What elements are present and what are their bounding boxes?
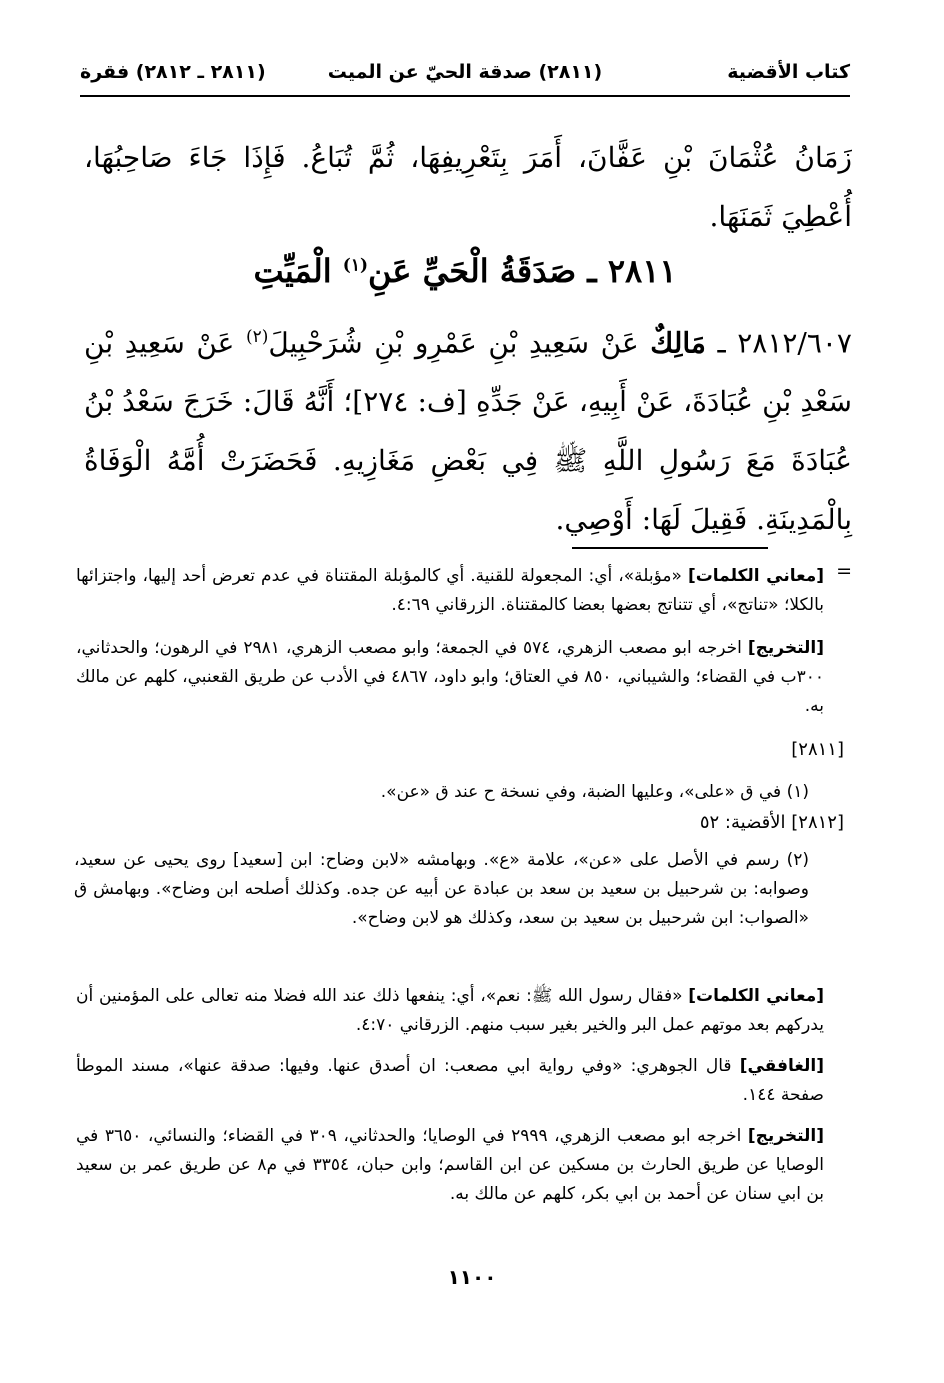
continuation-mark: = bbox=[836, 560, 852, 582]
hadith-body: عَنْ سَعِيدِ بْنِ سَعْدِ بْنِ عُبَادَةَ، عَنْ أَبِيهِ، عَنْ جَدِّهِ [ف: ٢٧٤]؛ أَنَّهُ قَالَ: خَرَجَ سَعْدُ بْنُ عُبَادَةَ مَعَ رَسُولِ اللَّهِ ﷺ فِي بَعْضِ مَغَازِيهِ. فَحَضَرَتْ أُمَّهُ الْوَفَاةُ بِالْمَدِينَةِ. فَقِيلَ لَهَا: أَوْصِي. bbox=[84, 326, 852, 537]
narrator-name: مَالِكٌ bbox=[650, 326, 706, 360]
footnote-marker-2: (٢) bbox=[245, 327, 269, 347]
header-book-title: كتاب الأقضية bbox=[727, 61, 850, 83]
footnote-marker-1: (١) bbox=[342, 255, 369, 276]
note-takhrij-2 bbox=[76, 1122, 824, 1209]
footnote-1: (١) في ق «على»، وعليها الضبة، وفي نسخة ح عند ق «عن». bbox=[380, 782, 809, 802]
note-ghafiqi bbox=[76, 1052, 824, 1110]
page-number: ١١٠٠ bbox=[447, 1265, 497, 1289]
footnote-2: (٢) رسم في الأصل على «عن»، علامة «ع». وبهامشه «لابن وضاح: ابن [سعيد] روى يحيى عن سعيد، وصوابه: بن شرحبيل بن سعيد بن سعد بن عبادة عن أبيه عن جده. وكذلك أصلحه ابن وضاح». وبهامش ق «الصواب: ابن شرحبيل بن سعيد بن سعد، وكذلك هو لابن وضاح». bbox=[74, 850, 809, 928]
footnote-divider bbox=[572, 547, 768, 549]
note-text: قال الجوهري: «وفي رواية ابي مصعب: ان أصدق عنها. وفيها: صدقة عنها»، مسند الموطأ صفحة ١٤٤. bbox=[76, 1056, 824, 1105]
chapter-heading bbox=[80, 252, 850, 290]
hadith-text bbox=[84, 308, 852, 549]
note-tag: [التخريج] bbox=[747, 1126, 824, 1146]
note-tag: [التخريج] bbox=[747, 638, 824, 658]
note-text: اخرجه ابو مصعب الزهري، ٢٩٩٩ في الوصايا؛ والحدثاني، ٣٠٩ في القضاء؛ والنسائي، ٣٦٥٠ في الوصايا عن طريق الحارث بن مسكين عن ابن القاسم؛ وابن حبان، ٣٣٥٤ في م٨ عن طريق عمر بن سعيد بن ابي سنان عن أحمد بن ابي بكر، كلهم عن مالك به. bbox=[76, 1126, 825, 1204]
note-reference-2811: [٢٨١١] bbox=[791, 739, 844, 760]
note-word-meanings-2 bbox=[76, 982, 824, 1040]
note-takhrij-1 bbox=[76, 634, 824, 721]
header-paragraph-range: (٢٨١١ ـ ٢٨١٢) فقرة bbox=[80, 61, 266, 83]
note-tag: [الغافقي] bbox=[739, 1056, 824, 1076]
note-word-meanings-1 bbox=[76, 562, 824, 620]
chapter-heading-tail: الْمَيِّتِ bbox=[253, 252, 343, 290]
note-text: اخرجه ابو مصعب الزهري، ٥٧٤ في الجمعة؛ وابو مصعب الزهري، ٢٩٨١ في الرهون؛ والحدثاني، ٣٠٠ب في القضاء؛ والشيباني، ٨٥٠ في العتاق؛ وابو داود، ٤٨٦٧ في الأدب عن طريق القعنبي، كلهم عن مالك به. bbox=[76, 638, 824, 716]
note-tag: [معاني الكلمات] bbox=[688, 986, 824, 1006]
isnad-part: عَنْ سَعِيدِ بْنِ عَمْرِو بْنِ شُرَحْبِيلَ bbox=[268, 326, 651, 360]
hadith-text-continued: زَمَانُ عُثْمَانَ بْنِ عَفَّانَ، أَمَرَ بِتَعْرِيفِهَا، ثُمَّ تُبَاعُ. فَإِذَا جَاءَ صَاحِبُهَا، أُعْطِيَ ثَمَنَهَا. bbox=[84, 141, 852, 233]
note-text: «فقال رسول الله ﷺ: نعم»، أي: ينفعها ذلك عند الله فضلا منه تعالى على المؤمنين أن يدركهم بعد موتهم عمل البر والخير بغير سبب منهم. الزرقاني ٤:٧٠. bbox=[76, 986, 824, 1035]
hadith-number: ٢٨١٢/٦٠٧ ـ bbox=[705, 326, 852, 360]
note-tag: [معاني الكلمات] bbox=[687, 566, 824, 586]
running-header bbox=[80, 55, 850, 97]
chapter-heading-text: ٢٨١١ ـ صَدَقَةُ الْحَيِّ عَنِ bbox=[368, 252, 677, 290]
note-reference-2812: [٢٨١٢] الأقضية: ٥٢ bbox=[699, 812, 844, 833]
header-chapter-title: (٢٨١١) صدقة الحيّ عن الميت bbox=[327, 61, 603, 83]
note-text: «مؤبلة»، أي: المجعولة للقنية. أي كالمؤبلة المقتناة في عدم تعرض أحد إليها، واجتزائها بالكلا؛ «تناتج»، أي تتناتج بعضها بعضا كالمقتناة. الزرقاني ٤:٦٩. bbox=[76, 566, 824, 615]
